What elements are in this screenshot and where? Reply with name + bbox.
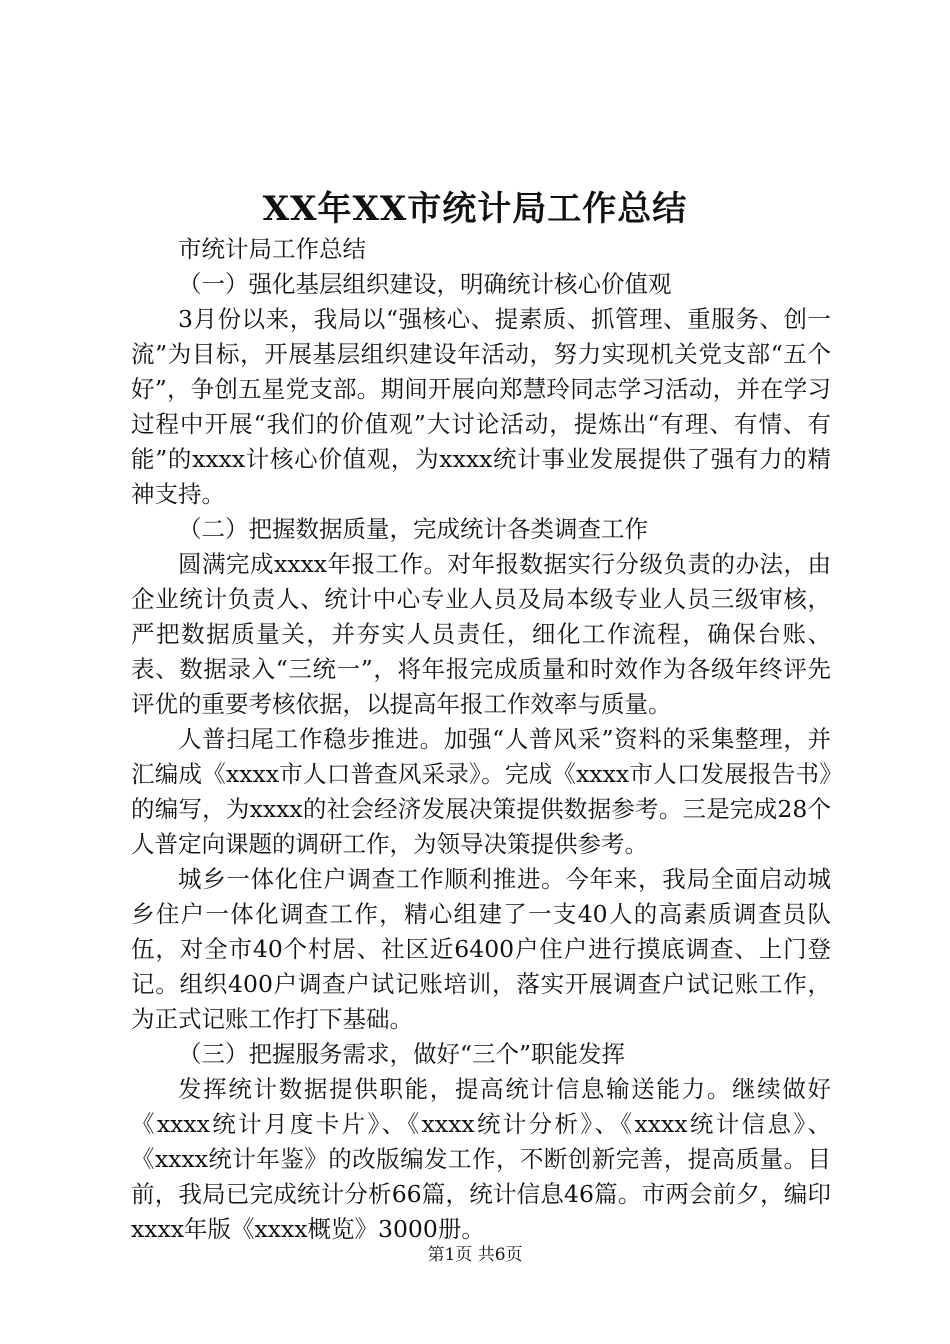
document-title: XX年XX市统计局工作总结 [262,189,688,229]
section-heading-1: （一）强化基层组织建设，明确统计核心价值观 [178,270,672,298]
body-paragraph: 发挥统计数据提供职能，提高统计信息输送能力。继续做好《xxxx统计月度卡片》、《xxxx统计分析》、《xxxx统计信息》、《xxxx统计年鉴》的改版编发工作，不断创新完善，提高质量。目前，我局已完成统计分析66篇，统计信息46篇。市两会前夕，编印xxxx年版《xxxx概览》3000册。 [131,1075,831,1243]
subtitle-paragraph: 市统计局工作总结 [178,235,366,263]
section-heading-2: （二）把握数据质量，完成统计各类调查工作 [178,515,648,543]
section-heading-3: （三）把握服务需求，做好“三个”职能发挥 [178,1040,626,1068]
body-paragraph: 城乡一体化住户调查工作顺利推进。今年来，我局全面启动城乡住户一体化调查工作，精心组建了一支40人的高素质调查员队伍，对全市40个村居、社区近6400户住户进行摸底调查、上门登记。组织400户调查户试记账培训，落实开展调查户试记账工作，为正式记账工作打下基础。 [131,865,831,1033]
body-paragraph: 3月份以来，我局以“强核心、提素质、抓管理、重服务、创一流”为目标，开展基层组织建设年活动，努力实现机关党支部“五个好”，争创五星党支部。期间开展向郑慧玲同志学习活动，并在学习过程中开展“我们的价值观”大讨论活动，提炼出“有理、有情、有能”的xxxx计核心价值观，为xxxx统计事业发展提供了强有力的精神支持。 [131,305,831,508]
page-number-footer: 第1页 共6页 [427,1245,523,1265]
body-paragraph: 圆满完成xxxx年报工作。对年报数据实行分级负责的办法，由企业统计负责人、统计中心专业人员及局本级专业人员三级审核，严把数据质量关，并夯实人员责任，细化工作流程，确保台账、表、数据录入“三统一”，将年报完成质量和时效作为各级年终评先评优的重要考核依据，以提高年报工作效率与质量。 [131,550,831,718]
document-body [131,232,831,1247]
body-paragraph: 人普扫尾工作稳步推进。加强“人普风采”资料的采集整理，并汇编成《xxxx市人口普查风采录》。完成《xxxx市人口发展报告书》的编写，为xxxx的社会经济发展决策提供数据参考。三是完成28个人普定向课题的调研工作，为领导决策提供参考。 [131,725,831,858]
